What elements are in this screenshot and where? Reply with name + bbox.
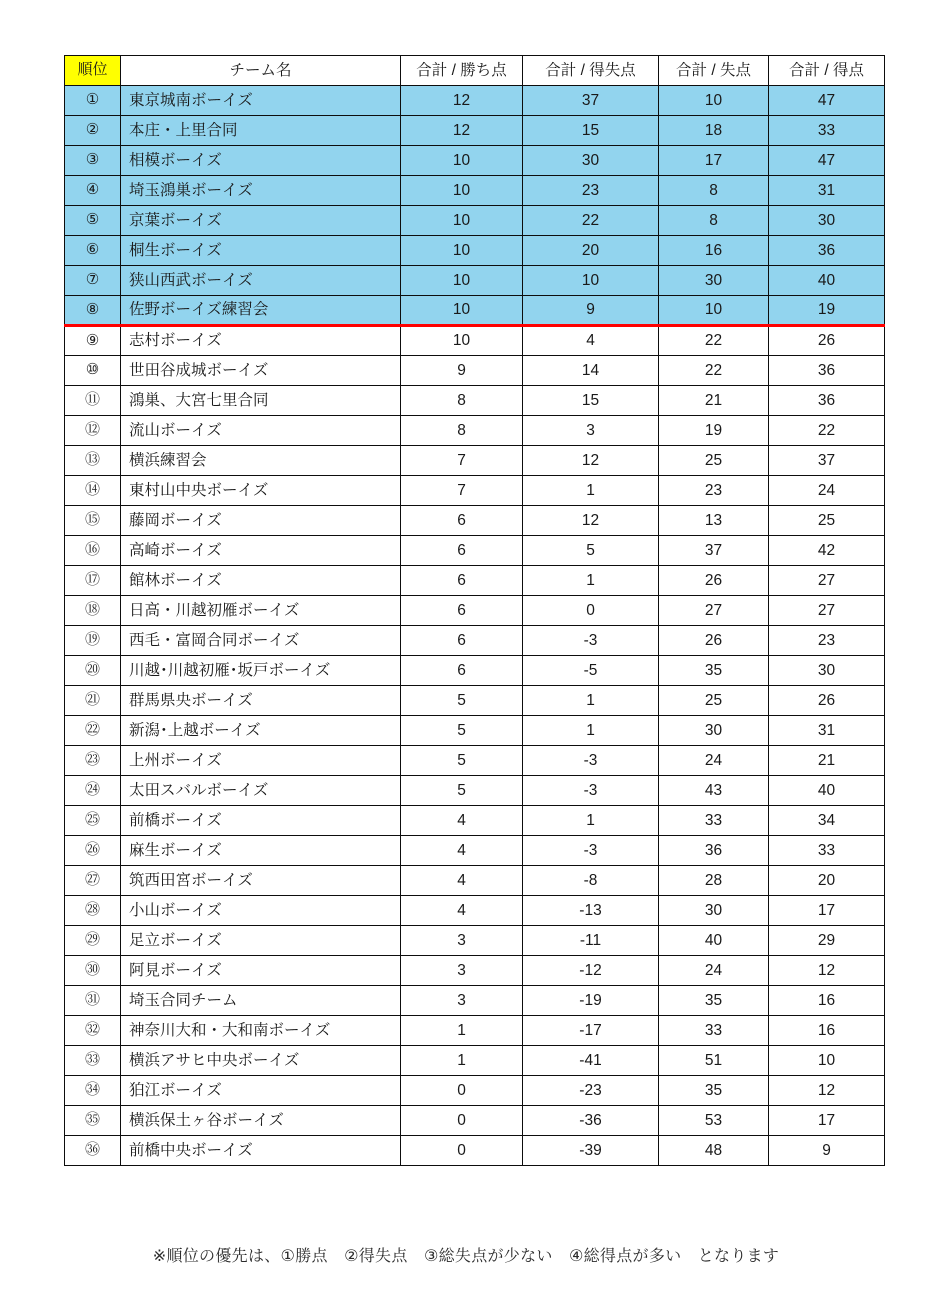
cell-points: 10 [401, 326, 523, 356]
cell-team-name: 群馬県央ボーイズ [121, 686, 401, 716]
table-row [65, 176, 885, 206]
cell-points: 5 [401, 716, 523, 746]
cell-goals-for: 40 [769, 266, 885, 296]
table-row [65, 1046, 885, 1076]
cell-points: 6 [401, 626, 523, 656]
cell-goals-against: 22 [659, 326, 769, 356]
cell-rank: ⑱ [65, 596, 121, 626]
cell-team-name: 志村ボーイズ [121, 326, 401, 356]
cell-goal-difference: -8 [523, 866, 659, 896]
cell-rank: ② [65, 116, 121, 146]
cell-goal-difference: 1 [523, 686, 659, 716]
cell-rank: ③ [65, 146, 121, 176]
cell-goal-difference: -17 [523, 1016, 659, 1046]
cell-goals-against: 22 [659, 356, 769, 386]
league-standings-table [64, 55, 885, 1166]
cell-points: 6 [401, 596, 523, 626]
cell-goal-difference: 22 [523, 206, 659, 236]
table-row [65, 866, 885, 896]
cell-team-name: 新潟･上越ボーイズ [121, 716, 401, 746]
table-row [65, 446, 885, 476]
table-row [65, 956, 885, 986]
table-row [65, 836, 885, 866]
cell-rank: ㉛ [65, 986, 121, 1016]
table-row [65, 386, 885, 416]
table-row [65, 626, 885, 656]
cell-team-name: 足立ボーイズ [121, 926, 401, 956]
cell-goal-difference: 37 [523, 86, 659, 116]
cell-team-name: 麻生ボーイズ [121, 836, 401, 866]
cell-rank: ㉙ [65, 926, 121, 956]
table-row [65, 776, 885, 806]
cell-goals-against: 28 [659, 866, 769, 896]
cell-points: 3 [401, 956, 523, 986]
cell-rank: ⑰ [65, 566, 121, 596]
cell-goal-difference: 9 [523, 296, 659, 326]
cell-goals-against: 17 [659, 146, 769, 176]
cell-points: 8 [401, 416, 523, 446]
cell-team-name: 西毛・富岡合同ボーイズ [121, 626, 401, 656]
cell-team-name: 小山ボーイズ [121, 896, 401, 926]
cell-goals-against: 48 [659, 1136, 769, 1166]
cell-team-name: 阿見ボーイズ [121, 956, 401, 986]
cell-rank: ⑳ [65, 656, 121, 686]
cell-goals-against: 26 [659, 626, 769, 656]
cell-points: 12 [401, 86, 523, 116]
cell-goals-against: 8 [659, 176, 769, 206]
cell-goals-for: 26 [769, 326, 885, 356]
cell-rank: ㊱ [65, 1136, 121, 1166]
cell-goals-against: 36 [659, 836, 769, 866]
cell-team-name: 狛江ボーイズ [121, 1076, 401, 1106]
cell-goals-against: 27 [659, 596, 769, 626]
table-row [65, 1106, 885, 1136]
cell-goals-for: 17 [769, 1106, 885, 1136]
cell-goals-for: 17 [769, 896, 885, 926]
cell-goals-against: 23 [659, 476, 769, 506]
cell-points: 6 [401, 656, 523, 686]
cell-rank: ㉟ [65, 1106, 121, 1136]
cell-goals-against: 25 [659, 686, 769, 716]
cell-rank: ⑥ [65, 236, 121, 266]
cell-rank: ㉑ [65, 686, 121, 716]
cell-points: 7 [401, 476, 523, 506]
ranking-criteria-note: ※順位の優先は、①勝点 ②得失点 ③総失点が少ない ④総得点が多い となります [152, 1248, 780, 1265]
table-row [65, 86, 885, 116]
cell-goals-for: 10 [769, 1046, 885, 1076]
cell-points: 0 [401, 1106, 523, 1136]
cell-goals-for: 24 [769, 476, 885, 506]
cell-goals-against: 40 [659, 926, 769, 956]
cell-points: 4 [401, 806, 523, 836]
table-row [65, 296, 885, 326]
cell-team-name: 埼玉合同チーム [121, 986, 401, 1016]
header-row [65, 56, 885, 86]
table-row [65, 326, 885, 356]
cell-goal-difference: 1 [523, 806, 659, 836]
cell-points: 4 [401, 896, 523, 926]
cell-points: 10 [401, 266, 523, 296]
table-row [65, 506, 885, 536]
cell-points: 10 [401, 176, 523, 206]
cell-points: 4 [401, 866, 523, 896]
cell-rank: ⑲ [65, 626, 121, 656]
cell-team-name: 桐生ボーイズ [121, 236, 401, 266]
cell-goals-against: 35 [659, 1076, 769, 1106]
cell-rank: ⑮ [65, 506, 121, 536]
cell-rank: ㉒ [65, 716, 121, 746]
cell-points: 0 [401, 1076, 523, 1106]
cell-points: 5 [401, 746, 523, 776]
cell-team-name: 本庄・上里合同 [121, 116, 401, 146]
cell-goals-for: 23 [769, 626, 885, 656]
cell-team-name: 日高・川越初雁ボーイズ [121, 596, 401, 626]
column-header-team: チーム名 [121, 56, 401, 86]
table-row [65, 716, 885, 746]
cell-points: 1 [401, 1016, 523, 1046]
cell-goals-for: 12 [769, 1076, 885, 1106]
table-row [65, 206, 885, 236]
column-header-points: 合計 / 勝ち点 [401, 56, 523, 86]
cell-goals-for: 12 [769, 956, 885, 986]
cell-goals-for: 37 [769, 446, 885, 476]
cell-points: 7 [401, 446, 523, 476]
cell-team-name: 前橋ボーイズ [121, 806, 401, 836]
cell-goals-against: 24 [659, 746, 769, 776]
cell-rank: ㉜ [65, 1016, 121, 1046]
cell-goal-difference: 0 [523, 596, 659, 626]
cell-goal-difference: 5 [523, 536, 659, 566]
cell-goals-against: 8 [659, 206, 769, 236]
cell-goals-for: 27 [769, 596, 885, 626]
cell-goal-difference: -36 [523, 1106, 659, 1136]
cell-team-name: 狭山西武ボーイズ [121, 266, 401, 296]
cell-rank: ⑩ [65, 356, 121, 386]
cell-goal-difference: 4 [523, 326, 659, 356]
cell-rank: ㉔ [65, 776, 121, 806]
table-row [65, 356, 885, 386]
cell-team-name: 川越･川越初雁･坂戸ボーイズ [121, 656, 401, 686]
table-body [65, 86, 885, 1166]
cell-goals-against: 10 [659, 296, 769, 326]
cell-goals-against: 25 [659, 446, 769, 476]
cell-rank: ㉕ [65, 806, 121, 836]
cell-points: 10 [401, 236, 523, 266]
cell-goal-difference: -3 [523, 836, 659, 866]
cell-rank: ⑭ [65, 476, 121, 506]
cell-rank: ㉚ [65, 956, 121, 986]
cell-goals-against: 53 [659, 1106, 769, 1136]
table-row [65, 1076, 885, 1106]
table-row [65, 656, 885, 686]
table-row [65, 1016, 885, 1046]
cell-goals-against: 13 [659, 506, 769, 536]
cell-team-name: 鴻巣、大宮七里合同 [121, 386, 401, 416]
cell-team-name: 京葉ボーイズ [121, 206, 401, 236]
standings-table-container [64, 55, 884, 1166]
column-header-goals-against: 合計 / 失点 [659, 56, 769, 86]
table-row [65, 1136, 885, 1166]
cell-rank: ㉓ [65, 746, 121, 776]
cell-points: 12 [401, 116, 523, 146]
cell-goal-difference: -23 [523, 1076, 659, 1106]
cell-goals-for: 31 [769, 716, 885, 746]
cell-goals-for: 31 [769, 176, 885, 206]
cell-points: 10 [401, 146, 523, 176]
cell-rank: ⑤ [65, 206, 121, 236]
cell-goal-difference: 12 [523, 506, 659, 536]
cell-team-name: 館林ボーイズ [121, 566, 401, 596]
cell-goals-for: 40 [769, 776, 885, 806]
cell-goal-difference: -41 [523, 1046, 659, 1076]
table-row [65, 146, 885, 176]
cell-rank: ㉗ [65, 866, 121, 896]
cell-team-name: 神奈川大和・大和南ボーイズ [121, 1016, 401, 1046]
cell-goals-for: 33 [769, 116, 885, 146]
cell-team-name: 高崎ボーイズ [121, 536, 401, 566]
cell-points: 6 [401, 506, 523, 536]
table-header [65, 56, 885, 86]
cell-rank: ① [65, 86, 121, 116]
cell-goal-difference: 1 [523, 716, 659, 746]
cell-rank: ⑬ [65, 446, 121, 476]
cell-goals-against: 37 [659, 536, 769, 566]
cell-rank: ⑫ [65, 416, 121, 446]
cell-goals-against: 10 [659, 86, 769, 116]
cell-team-name: 流山ボーイズ [121, 416, 401, 446]
cell-team-name: 世田谷成城ボーイズ [121, 356, 401, 386]
cell-rank: ㉘ [65, 896, 121, 926]
table-row [65, 806, 885, 836]
cell-goal-difference: -3 [523, 776, 659, 806]
cell-rank: ㉞ [65, 1076, 121, 1106]
cell-goals-for: 9 [769, 1136, 885, 1166]
table-row [65, 416, 885, 446]
cell-goal-difference: -12 [523, 956, 659, 986]
cell-team-name: 東京城南ボーイズ [121, 86, 401, 116]
cell-team-name: 埼玉鴻巣ボーイズ [121, 176, 401, 206]
cell-goals-for: 42 [769, 536, 885, 566]
cell-goal-difference: 3 [523, 416, 659, 446]
cell-goal-difference: -3 [523, 626, 659, 656]
cell-goals-for: 25 [769, 506, 885, 536]
cell-goals-for: 30 [769, 656, 885, 686]
cell-goals-against: 43 [659, 776, 769, 806]
cell-goals-against: 18 [659, 116, 769, 146]
cell-goal-difference: 1 [523, 566, 659, 596]
column-header-rank: 順位 [65, 56, 121, 86]
cell-team-name: 太田スバルボーイズ [121, 776, 401, 806]
cell-goals-against: 24 [659, 956, 769, 986]
cell-goals-for: 33 [769, 836, 885, 866]
cell-points: 3 [401, 926, 523, 956]
cell-rank: ⑧ [65, 296, 121, 326]
cell-team-name: 相模ボーイズ [121, 146, 401, 176]
cell-goal-difference: 30 [523, 146, 659, 176]
table-row [65, 566, 885, 596]
cell-goals-against: 30 [659, 266, 769, 296]
cell-rank: ⑨ [65, 326, 121, 356]
cell-goal-difference: -11 [523, 926, 659, 956]
cell-rank: ⑯ [65, 536, 121, 566]
table-row [65, 596, 885, 626]
cell-goal-difference: 20 [523, 236, 659, 266]
cell-goal-difference: 15 [523, 116, 659, 146]
cell-goal-difference: 23 [523, 176, 659, 206]
cell-points: 3 [401, 986, 523, 1016]
cell-goals-for: 26 [769, 686, 885, 716]
cell-goals-against: 30 [659, 896, 769, 926]
cell-goal-difference: 10 [523, 266, 659, 296]
cell-rank: ㉖ [65, 836, 121, 866]
cell-goals-for: 29 [769, 926, 885, 956]
cell-goals-for: 21 [769, 746, 885, 776]
cell-rank: ④ [65, 176, 121, 206]
cell-points: 6 [401, 536, 523, 566]
cell-goals-for: 47 [769, 146, 885, 176]
cell-points: 0 [401, 1136, 523, 1166]
cell-points: 9 [401, 356, 523, 386]
cell-goals-against: 33 [659, 1016, 769, 1046]
cell-goal-difference: -3 [523, 746, 659, 776]
cell-goals-for: 36 [769, 356, 885, 386]
cell-points: 10 [401, 296, 523, 326]
cell-goals-against: 19 [659, 416, 769, 446]
cell-goals-for: 36 [769, 236, 885, 266]
cell-goals-for: 34 [769, 806, 885, 836]
cell-team-name: 前橋中央ボーイズ [121, 1136, 401, 1166]
cell-rank: ⑦ [65, 266, 121, 296]
cell-goals-against: 26 [659, 566, 769, 596]
table-row [65, 686, 885, 716]
cell-goals-for: 16 [769, 986, 885, 1016]
cell-goal-difference: 15 [523, 386, 659, 416]
cell-team-name: 上州ボーイズ [121, 746, 401, 776]
cell-points: 6 [401, 566, 523, 596]
cell-team-name: 横浜アサヒ中央ボーイズ [121, 1046, 401, 1076]
table-row [65, 476, 885, 506]
cell-goals-for: 30 [769, 206, 885, 236]
cell-goals-for: 16 [769, 1016, 885, 1046]
cell-goals-against: 30 [659, 716, 769, 746]
cell-team-name: 筑西田宮ボーイズ [121, 866, 401, 896]
column-header-goal-difference: 合計 / 得失点 [523, 56, 659, 86]
table-row [65, 536, 885, 566]
cell-team-name: 横浜練習会 [121, 446, 401, 476]
table-row [65, 896, 885, 926]
cell-goal-difference: 14 [523, 356, 659, 386]
table-row [65, 266, 885, 296]
cell-points: 1 [401, 1046, 523, 1076]
cell-rank: ㉝ [65, 1046, 121, 1076]
cell-points: 5 [401, 776, 523, 806]
cell-goals-for: 47 [769, 86, 885, 116]
cell-goals-for: 20 [769, 866, 885, 896]
cell-goals-for: 36 [769, 386, 885, 416]
cell-goal-difference: -13 [523, 896, 659, 926]
cell-rank: ⑪ [65, 386, 121, 416]
cell-points: 8 [401, 386, 523, 416]
cell-goal-difference: 1 [523, 476, 659, 506]
cell-points: 10 [401, 206, 523, 236]
cell-goals-for: 27 [769, 566, 885, 596]
cell-goals-for: 22 [769, 416, 885, 446]
cell-goals-for: 19 [769, 296, 885, 326]
cell-goals-against: 51 [659, 1046, 769, 1076]
cell-team-name: 横浜保土ヶ谷ボーイズ [121, 1106, 401, 1136]
cell-team-name: 佐野ボーイズ練習会 [121, 296, 401, 326]
table-row [65, 116, 885, 146]
column-header-goals-for: 合計 / 得点 [769, 56, 885, 86]
cell-points: 5 [401, 686, 523, 716]
cell-goals-against: 35 [659, 986, 769, 1016]
table-row [65, 236, 885, 266]
cell-team-name: 藤岡ボーイズ [121, 506, 401, 536]
table-row [65, 986, 885, 1016]
cell-goal-difference: -39 [523, 1136, 659, 1166]
cell-goals-against: 33 [659, 806, 769, 836]
cell-goal-difference: -19 [523, 986, 659, 1016]
cell-goals-against: 21 [659, 386, 769, 416]
table-row [65, 746, 885, 776]
cell-team-name: 東村山中央ボーイズ [121, 476, 401, 506]
cell-goals-against: 16 [659, 236, 769, 266]
cell-goal-difference: -5 [523, 656, 659, 686]
cell-goal-difference: 12 [523, 446, 659, 476]
cell-goals-against: 35 [659, 656, 769, 686]
cell-points: 4 [401, 836, 523, 866]
table-row [65, 926, 885, 956]
